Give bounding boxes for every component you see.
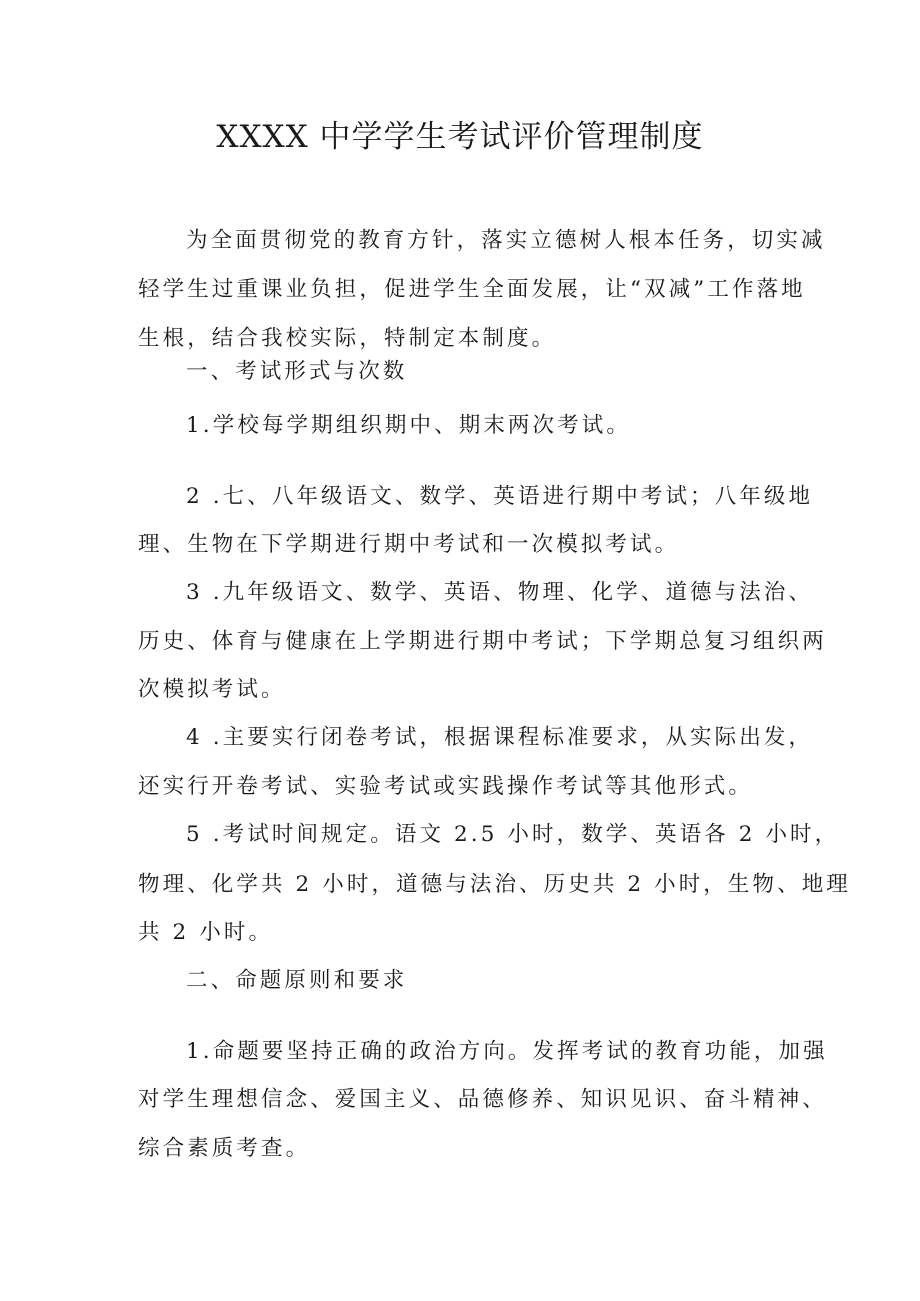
item-5-line-2: 物理、化学共 2 小时，道德与法治、历史共 2 小时，生物、地理 [138,872,851,897]
section-heading-2: 二、命题原则和要求 [186,968,408,993]
item-2-line-1: 2 .七、八年级语文、数学、英语进行期中考试；八年级地 [186,484,814,509]
item-5-line-3: 共 2 小时。 [138,920,274,945]
item-4-line-2: 还实行开卷考试、实验考试或实践操作考试等其他形式。 [138,774,754,799]
item-3-line-3: 次模拟考试。 [138,677,286,702]
intro-line-1: 为全面贯彻党的教育方针，落实立德树人根本任务，切实减 [186,228,826,253]
section-heading-1: 一、考试形式与次数 [186,359,408,384]
item-3-line-2: 历史、体育与健康在上学期进行期中考试；下学期总复习组织两 [138,629,827,654]
item-3-line-1: 3 .九年级语文、数学、英语、物理、化学、道德与法治、 [186,580,814,605]
section-2-item-1-line-1: 1.命题要坚持正确的政治方向。发挥考试的教育功能，加强 [186,1039,828,1064]
item-2-line-2: 理、生物在下学期进行期中考试和一次模拟考试。 [138,532,680,557]
document-title: XXXX 中学学生考试评价管理制度 [216,119,704,155]
item-5-line-1: 5 .考试时间规定。语文 2.5 小时，数学、英语各 2 小时， [186,822,840,847]
item-4-line-1: 4 .主要实行闭卷考试，根据课程标准要求，从实际出发， [186,725,814,750]
section-2-item-1-line-2: 对学生理想信念、爱国主义、品德修养、知识见识、奋斗精神、 [138,1087,827,1112]
section-2-item-1-line-3: 综合素质考查。 [138,1136,311,1161]
item-1-line-1: 1.学校每学期组织期中、期末两次考试。 [186,413,631,438]
intro-line-2: 轻学生过重课业负担，促进学生全面发展，让“双减”工作落地 [138,277,806,302]
intro-line-3: 生根，结合我校实际，特制定本制度。 [138,326,557,351]
